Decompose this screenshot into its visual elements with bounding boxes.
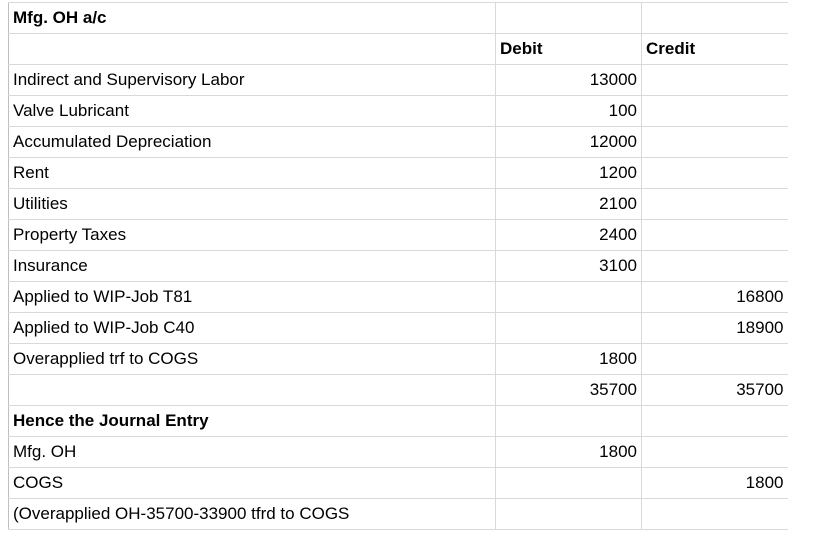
cell-label[interactable]: Applied to WIP-Job T81: [9, 282, 496, 313]
cell-debit[interactable]: [496, 3, 642, 34]
cell-debit[interactable]: 100: [496, 96, 642, 127]
cell-credit[interactable]: 18900: [642, 313, 788, 344]
cell-label[interactable]: Indirect and Supervisory Labor: [9, 65, 496, 96]
table-row: [9, 251, 788, 282]
table-row: [9, 313, 788, 344]
table-row: [9, 65, 788, 96]
cell-label[interactable]: COGS: [9, 468, 496, 499]
table-row: [9, 158, 788, 189]
table-row: [9, 375, 788, 406]
table-row: [9, 127, 788, 158]
table-row: [9, 96, 788, 127]
cell-label[interactable]: Utilities: [9, 189, 496, 220]
cell-credit[interactable]: [642, 251, 788, 282]
cell-label[interactable]: Hence the Journal Entry: [9, 406, 496, 437]
table-row: [9, 282, 788, 313]
cell-label[interactable]: Valve Lubricant: [9, 96, 496, 127]
cell-debit[interactable]: Debit: [496, 34, 642, 65]
cell-credit[interactable]: 1800: [642, 468, 788, 499]
cell-label[interactable]: (Overapplied OH-35700-33900 tfrd to COGS: [9, 499, 496, 530]
cell-credit[interactable]: [642, 344, 788, 375]
cell-credit[interactable]: 35700: [642, 375, 788, 406]
cell-credit[interactable]: [642, 189, 788, 220]
cell-credit[interactable]: [642, 437, 788, 468]
cell-debit[interactable]: 2100: [496, 189, 642, 220]
spreadsheet-grid: [8, 2, 788, 530]
cell-label[interactable]: Overapplied trf to COGS: [9, 344, 496, 375]
table-row: [9, 3, 788, 34]
cell-debit[interactable]: 13000: [496, 65, 642, 96]
cell-debit[interactable]: 1800: [496, 437, 642, 468]
cell-debit[interactable]: [496, 282, 642, 313]
cell-credit[interactable]: 16800: [642, 282, 788, 313]
cell-credit[interactable]: Credit: [642, 34, 788, 65]
cell-credit[interactable]: [642, 65, 788, 96]
cell-debit[interactable]: [496, 406, 642, 437]
table-row: [9, 468, 788, 499]
cell-credit[interactable]: [642, 127, 788, 158]
table-row: [9, 220, 788, 251]
cell-credit[interactable]: [642, 96, 788, 127]
cell-debit[interactable]: 2400: [496, 220, 642, 251]
cell-credit[interactable]: [642, 220, 788, 251]
cell-debit[interactable]: 3100: [496, 251, 642, 282]
table-row: [9, 406, 788, 437]
cell-debit[interactable]: [496, 499, 642, 530]
cell-credit[interactable]: [642, 406, 788, 437]
cell-label[interactable]: [9, 375, 496, 406]
cell-debit[interactable]: [496, 313, 642, 344]
table-row: [9, 344, 788, 375]
table-row: [9, 499, 788, 530]
cell-label[interactable]: Rent: [9, 158, 496, 189]
cell-label[interactable]: Mfg. OH a/c: [9, 3, 496, 34]
cell-credit[interactable]: [642, 3, 788, 34]
cell-label[interactable]: [9, 34, 496, 65]
cell-debit[interactable]: [496, 468, 642, 499]
cell-label[interactable]: Insurance: [9, 251, 496, 282]
cell-label[interactable]: Applied to WIP-Job C40: [9, 313, 496, 344]
cell-debit[interactable]: 1800: [496, 344, 642, 375]
cell-credit[interactable]: [642, 499, 788, 530]
cell-label[interactable]: Property Taxes: [9, 220, 496, 251]
grid-body: [9, 3, 788, 530]
cell-label[interactable]: Mfg. OH: [9, 437, 496, 468]
table-row: [9, 189, 788, 220]
table-row: [9, 437, 788, 468]
cell-credit[interactable]: [642, 158, 788, 189]
cell-debit[interactable]: 35700: [496, 375, 642, 406]
cell-debit[interactable]: 12000: [496, 127, 642, 158]
cell-label[interactable]: Accumulated Depreciation: [9, 127, 496, 158]
table-row: [9, 34, 788, 65]
cell-debit[interactable]: 1200: [496, 158, 642, 189]
